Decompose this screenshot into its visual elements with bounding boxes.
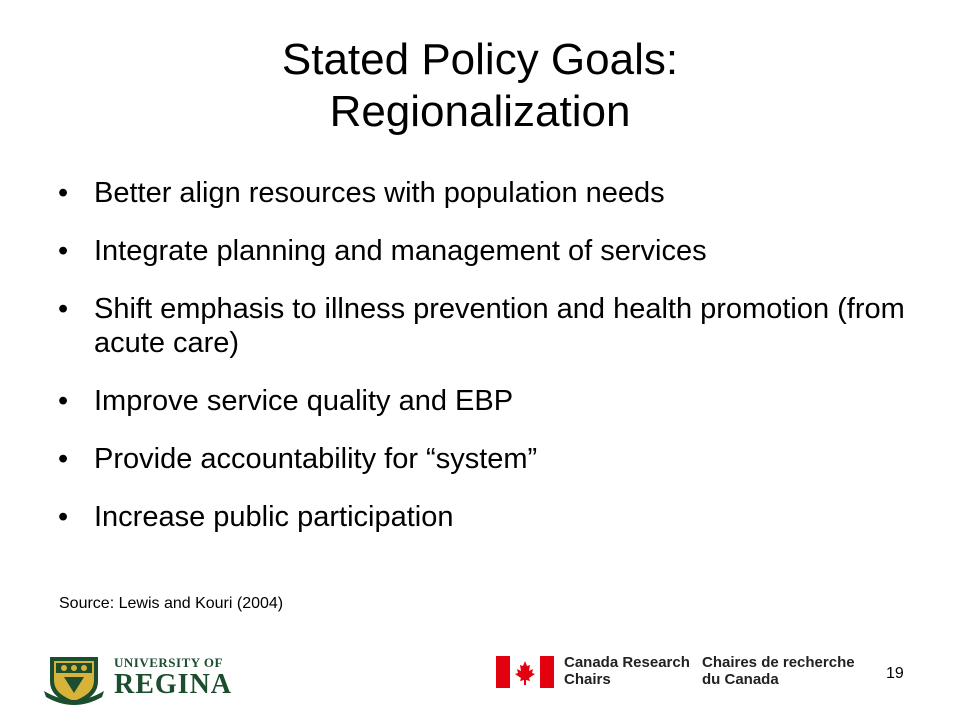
bullet-item — [58, 176, 918, 210]
crc-french-line-1: Chaires de recherche — [702, 654, 855, 671]
canada-research-chairs-logo — [496, 652, 866, 696]
bullet-item — [58, 442, 918, 476]
bullet-text: Shift emphasis to illness prevention and health promotion (from acute care) — [94, 293, 905, 359]
bullet-text: Increase public participation — [94, 501, 454, 533]
bullet-item — [58, 234, 918, 268]
university-wordmark — [114, 655, 232, 700]
bullet-text: Better align resources with population needs — [94, 177, 665, 209]
bullet-item — [58, 500, 918, 534]
bullet-dot: • — [58, 385, 69, 417]
crc-english-line-2: Chairs — [564, 671, 611, 688]
page-number: 19 — [886, 665, 904, 682]
regina-crest-icon — [42, 651, 106, 705]
bullet-dot: • — [58, 235, 69, 267]
bullet-text: Provide accountability for “system” — [94, 443, 538, 475]
university-line-1: UNIVERSITY OF — [114, 655, 223, 670]
crc-english-line-1: Canada Research — [564, 654, 690, 671]
university-line-2: REGINA — [114, 669, 233, 700]
crc-french-line-2: du Canada — [702, 671, 779, 688]
bullet-item — [58, 384, 918, 418]
bullet-dot: • — [58, 177, 69, 209]
canada-flag-icon — [496, 656, 554, 688]
source-citation: Source: Lewis and Kouri (2004) — [59, 595, 284, 612]
bullet-text: Improve service quality and EBP — [94, 385, 514, 417]
slide-title — [0, 34, 960, 138]
bullet-item — [58, 292, 918, 360]
university-of-regina-logo — [42, 651, 232, 705]
bullet-list — [58, 176, 918, 558]
crc-french-text — [702, 654, 855, 688]
slide-title-line-1: Stated Policy Goals: — [281, 35, 679, 84]
slide-title-line-2: Regionalization — [329, 87, 631, 136]
bullet-dot: • — [58, 501, 69, 533]
bullet-dot: • — [58, 293, 69, 325]
bullet-dot: • — [58, 443, 69, 475]
bullet-text: Integrate planning and management of services — [94, 235, 707, 267]
crc-english-text — [564, 654, 690, 688]
